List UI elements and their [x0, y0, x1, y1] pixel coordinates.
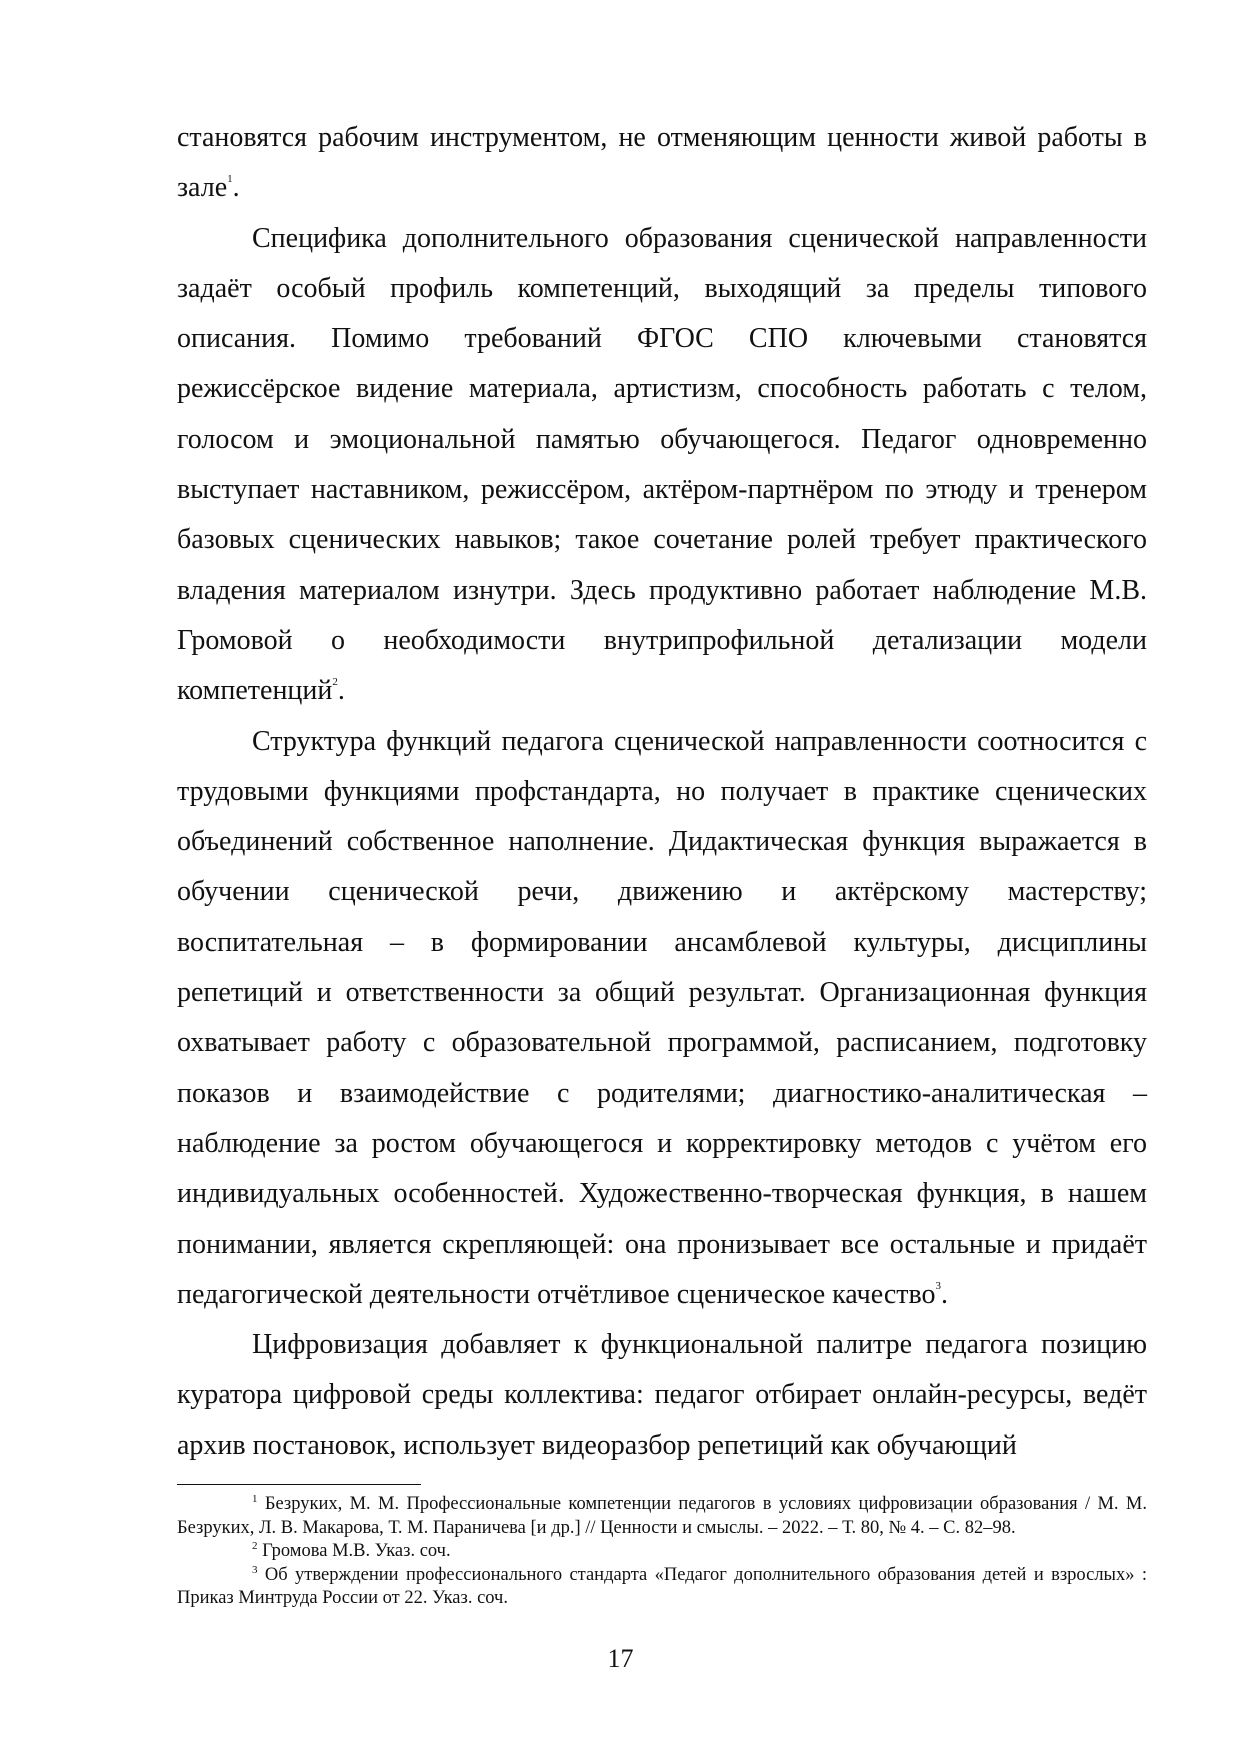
footnote-number: 3	[252, 1563, 258, 1576]
footnote-separator	[177, 1484, 421, 1485]
footnote-text: Безруких, М. М. Профессиональные компетенции педагогов в условиях цифровизации образования / М. М. Безруких, Л. В. Макарова, Т. М. Параничева [и др.] // Ценности и смыслы. – 2022. – Т. 80, № 4. – С. 82–98.	[177, 1494, 1147, 1538]
footnote-reference[interactable]: 2	[332, 676, 338, 689]
paragraph-continued: становятся рабочим инструментом, не отменяющим ценности живой работы в зале$^1$.	[177, 122, 1147, 204]
footnote-reference[interactable]: 3	[935, 1279, 942, 1292]
page-number: 17	[607, 1644, 634, 1673]
footnote-2	[177, 1540, 1147, 1564]
paragraph-digitalization	[177, 1320, 1147, 1471]
footnote-reference[interactable]: 1	[227, 173, 233, 186]
paragraph-text: Цифровизация добавляет к функциональной палитре педагога позицию куратора цифровой среды коллектива: педагог отбирает онлайн-ресурсы, ведёт архив постановок, использует видеоразбор репетиций как обучающий	[177, 1329, 1147, 1461]
paragraph-specifics: Специфика дополнительного образования сценической направленности задаёт особый профиль компетенций, выходящий за пределы типового описания. Помимо требований ФГОС СПО ключевыми становятся режиссёрское видение материала, артистизм, способность работать с телом, голосом и эмоциональной памятью обучающегося. Педагог одновременно выступает наставником, режиссёром, актёром-партнёром по этюду и тренером базовых сценических навыков; такое сочетание ролей требует практического владения материалом изнутри. Здесь продуктивно работает наблюдение М.В. Громовой о необходимости внутрипрофильной детализации модели компетенций$^2$.	[177, 222, 1147, 707]
footnotes	[177, 1493, 1147, 1611]
footnote-text: Громова М.В. Указ. соч.	[262, 1541, 451, 1561]
body-text	[177, 113, 1147, 1471]
footnote-text: Об утверждении профессионального стандарта «Педагог дополнительного образования детей и взрослых» : Приказ Минтруда России от 22. Указ. соч.	[177, 1564, 1147, 1608]
footnote-number: 1	[252, 1493, 258, 1505]
paragraph-text: становятся рабочим инструментом, не отменяющим ценности живой работы в зале	[177, 122, 1147, 204]
paragraph-text: Структура функций педагога сценической направленности соотносится с трудовыми функциями профстандарта, но получает в практике сценических объединений собственное наполнение. Дидактическая функция выражается в обучении сценической речи, движению и актёрскому мастерству; воспитательная – в формировании ансамблевой культуры, дисциплины репетиций и ответственности за общий результат. Организационная функция охватывает работу с образовательной программой, расписанием, подготовку показов и взаимодействие с родителями; диагностико-аналитическая – наблюдение за ростом обучающегося и корректировку методов с учётом его индивидуальных особенностей. Художественно-творческая функция, в нашем понимании, является скрепляющей: она пронизывает все остальные и придаёт педагогической деятельности отчётливое сценическое качество	[177, 725, 1147, 1310]
paragraph-text: Специфика дополнительного образования сценической направленности задаёт особый профиль компетенций, выходящий за пределы типового описания. Помимо требований ФГОС СПО ключевыми становятся режиссёрское видение материала, артистизм, способность работать с телом, голосом и эмоциональной памятью обучающегося. Педагог одновременно выступает наставником, режиссёром, актёром-партнёром по этюду и тренером базовых сценических навыков; такое сочетание ролей требует практического владения материалом изнутри. Здесь продуктивно работает наблюдение М.В. Громовой о необходимости внутрипрофильной детализации модели компетенций	[177, 222, 1147, 707]
footnote-1	[177, 1493, 1147, 1540]
footnote-3	[177, 1564, 1147, 1611]
paragraph-functions: Структура функций педагога сценической направленности соотносится с трудовыми функциями профстандарта, но получает в практике сценических объединений собственное наполнение. Дидактическая функция выражается в обучении сценической речи, движению и актёрскому мастерству; воспитательная – в формировании ансамблевой культуры, дисциплины репетиций и ответственности за общий результат. Организационная функция охватывает работу с образовательной программой, расписанием, подготовку показов и взаимодействие с родителями; диагностико-аналитическая – наблюдение за ростом обучающегося и корректировку методов с учётом его индивидуальных особенностей. Художественно-творческая функция, в нашем понимании, является скрепляющей: она пронизывает все остальные и придаёт педагогической деятельности отчётливое сценическое качество$^3$.	[177, 725, 1147, 1310]
footnote-number: 2	[252, 1540, 258, 1552]
